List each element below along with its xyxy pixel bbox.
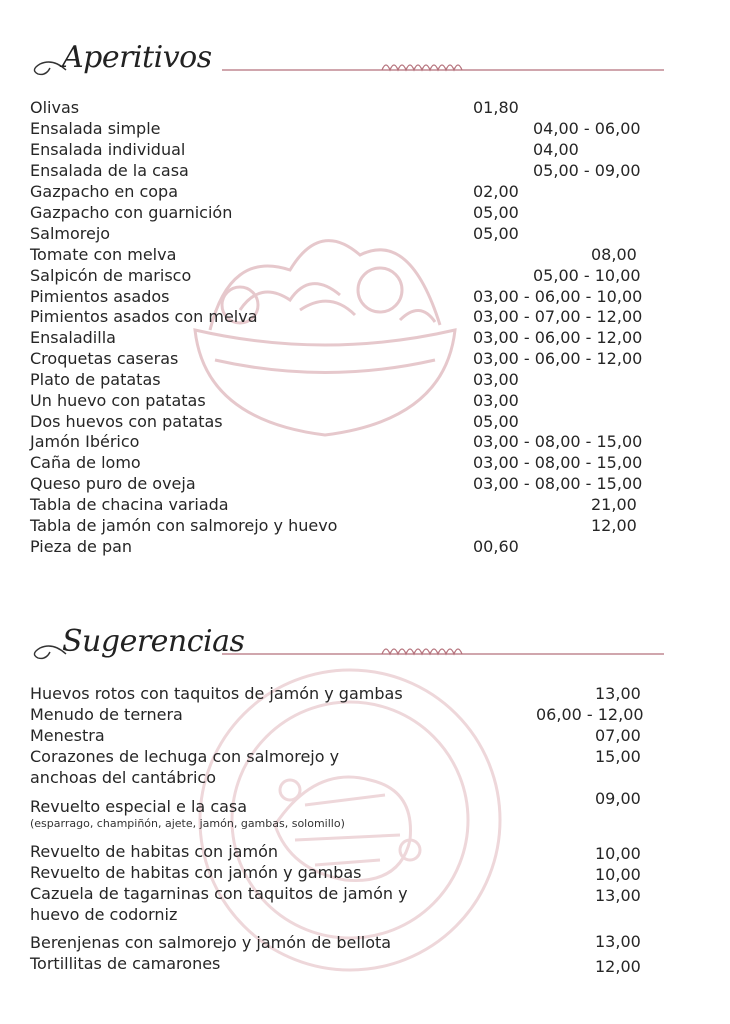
menu-item-price: 07,00	[595, 726, 641, 745]
menu-item-name: Menudo de ternera	[30, 705, 183, 724]
menu-item-name: Salpicón de marisco	[30, 266, 192, 285]
menu-item-note: (esparrago, champiñón, ajete, jamón, gambas, solomillo)	[30, 817, 345, 830]
aperitivos-title: Aperitivos	[62, 40, 212, 75]
menu-item-price: 04,00 - 06,00	[533, 119, 641, 138]
menu-item-name: Croquetas caseras	[30, 349, 179, 368]
menu-item-name: Gazpacho con guarnición	[30, 203, 233, 222]
menu-item-name: Queso puro de oveja	[30, 474, 196, 493]
menu-item-name: Corazones de lechuga con salmorejo y	[30, 747, 340, 766]
menu-item-price: 03,00 - 06,00 - 10,00	[473, 287, 643, 306]
menu-item-price: 03,00 - 08,00 - 15,00	[473, 453, 643, 472]
menu-item-price: 03,00 - 06,00 - 12,00	[473, 328, 643, 347]
menu-item-price: 02,00	[473, 182, 519, 201]
menu-item-price: 05,00	[473, 412, 519, 431]
menu-item-name: Ensalada individual	[30, 140, 186, 159]
menu-item-name: Ensalada simple	[30, 119, 161, 138]
menu-item-price: 04,00	[533, 140, 579, 159]
menu-item-name: Tomate con melva	[30, 245, 177, 264]
menu-item-name: Olivas	[30, 98, 80, 117]
menu-item-name: Plato de patatas	[30, 370, 161, 389]
menu-item-price: 03,00 - 08,00 - 15,00	[473, 474, 643, 493]
menu-item-price: 05,00	[473, 203, 519, 222]
menu-item-name: Menestra	[30, 726, 105, 745]
menu-item-name: Pieza de pan	[30, 537, 133, 556]
menu-item-name-continued: anchoas del cantábrico	[30, 768, 217, 787]
menu-item-name: Caña de lomo	[30, 453, 141, 472]
menu-item-name: Revuelto de habitas con jamón	[30, 842, 278, 861]
menu-item-name: Ensaladilla	[30, 328, 116, 347]
menu-item-name: Revuelto de habitas con jamón y gambas	[30, 863, 362, 882]
menu-item-name: Pimientos asados con melva	[30, 307, 258, 326]
menu-item-name: Dos huevos con patatas	[30, 412, 223, 431]
menu-item-price: 13,00	[595, 932, 641, 951]
menu-item-name: Berenjenas con salmorejo y jamón de bellota	[30, 933, 392, 952]
menu-item-name: Tabla de jamón con salmorejo y huevo	[30, 516, 338, 535]
aperitivos-divider	[222, 58, 664, 74]
menu-item-name: Jamón Ibérico	[30, 432, 140, 451]
menu-item-price: 05,00 - 09,00	[533, 161, 641, 180]
menu-item-price: 01,80	[473, 98, 519, 117]
salad-bowl-watermark-icon	[180, 210, 470, 450]
menu-item-price: 03,00	[473, 370, 519, 389]
menu-item-price: 05,00	[473, 224, 519, 243]
menu-item-price: 03,00 - 07,00 - 12,00	[473, 307, 643, 326]
menu-item-name: Cazuela de tagarninas con taquitos de jamón y	[30, 884, 408, 903]
menu-item-name: Ensalada de la casa	[30, 161, 189, 180]
menu-item-name: Salmorejo	[30, 224, 111, 243]
menu-item-name: Tortillitas de camarones	[30, 954, 221, 973]
menu-item-price: 12,00	[591, 516, 637, 535]
menu-item-price: 03,00 - 06,00 - 12,00	[473, 349, 643, 368]
menu-item-name: Gazpacho en copa	[30, 182, 178, 201]
menu-item-price: 10,00	[595, 865, 641, 884]
menu-item-price: 21,00	[591, 495, 637, 514]
menu-item-price: 05,00 - 10,00	[533, 266, 641, 285]
menu-item-name: Un huevo con patatas	[30, 391, 206, 410]
menu-item-price: 12,00	[595, 957, 641, 976]
menu-item-price: 15,00	[595, 747, 641, 766]
sugerencias-title: Sugerencias	[62, 624, 245, 659]
menu-item-price: 06,00 - 12,00	[536, 705, 644, 724]
menu-item-name: Tabla de chacina variada	[30, 495, 229, 514]
menu-item-price: 13,00	[595, 886, 641, 905]
menu-item-name: Revuelto especial e la casa	[30, 797, 248, 816]
menu-item-name: Huevos rotos con taquitos de jamón y gambas	[30, 684, 403, 703]
menu-item-name-continued: huevo de codorniz	[30, 905, 178, 924]
menu-item-price: 09,00	[595, 789, 641, 808]
menu-item-price: 08,00	[591, 245, 637, 264]
menu-item-price: 00,60	[473, 537, 519, 556]
sugerencias-divider	[222, 642, 664, 658]
menu-item-price: 13,00	[595, 684, 641, 703]
menu-item-price: 03,00 - 08,00 - 15,00	[473, 432, 643, 451]
menu-item-price: 03,00	[473, 391, 519, 410]
menu-item-price: 10,00	[595, 844, 641, 863]
menu-item-name: Pimientos asados	[30, 287, 170, 306]
